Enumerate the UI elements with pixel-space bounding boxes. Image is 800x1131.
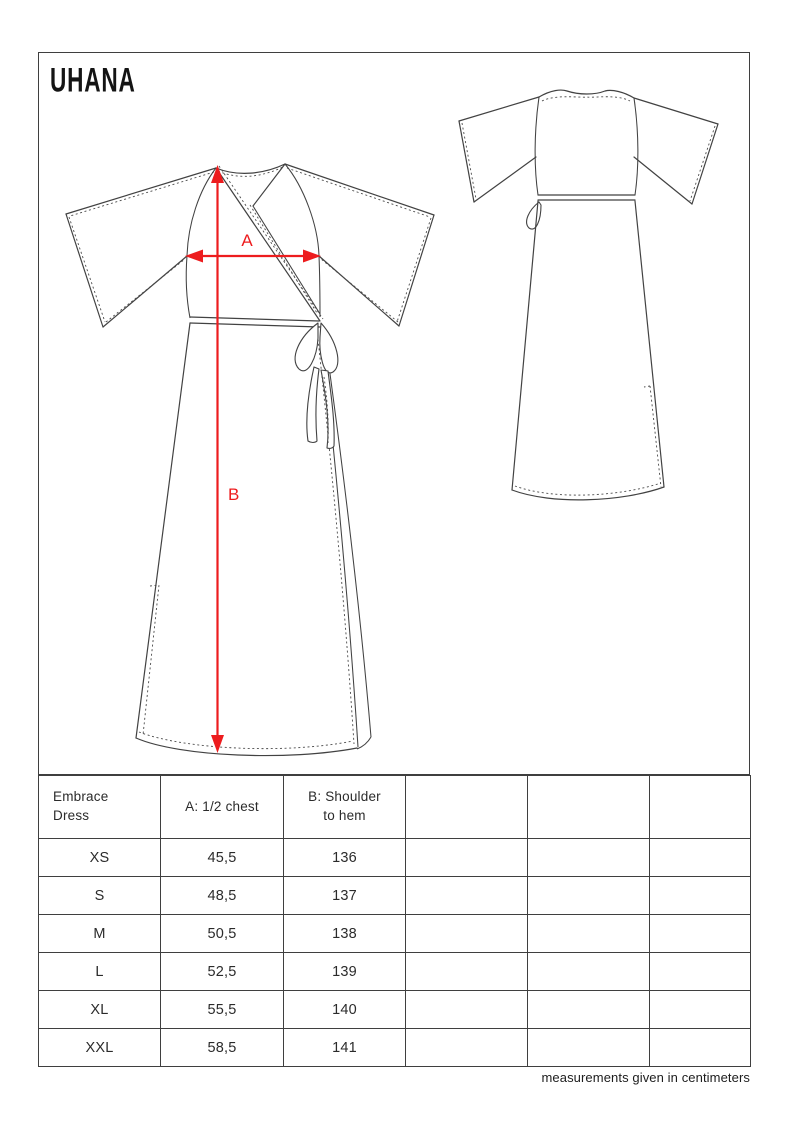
length-cell: 139	[284, 953, 406, 991]
back-left-sleeve-bottom	[474, 157, 536, 202]
front-left-sleeve-cuff	[66, 214, 103, 327]
back-skirt-right-edge	[635, 201, 664, 487]
empty-cell	[528, 877, 650, 915]
back-neckline	[539, 90, 634, 98]
empty-cell	[406, 991, 528, 1029]
empty-header-cell	[406, 776, 528, 839]
technical-drawing	[38, 52, 750, 775]
size-cell: XXL	[39, 1029, 161, 1067]
empty-cell	[528, 1029, 650, 1067]
back-left-sleeve-cuff	[459, 121, 474, 202]
length-cell: 138	[284, 915, 406, 953]
back-right-sleeve-cuff	[692, 124, 718, 204]
front-left-sleeve-bottom	[103, 256, 187, 327]
brand-logo: UHANA	[50, 62, 136, 100]
measure-arrow-a	[185, 231, 321, 263]
back-right-sleeve-bottom	[634, 157, 692, 204]
measure-arrow-b	[211, 165, 239, 753]
front-skirt-left-edge	[136, 323, 190, 738]
front-right-sleeve-top	[285, 164, 434, 215]
table-row	[39, 1029, 751, 1067]
front-underwrap-edge	[253, 206, 320, 314]
product-name-cell: Embrace Dress	[39, 776, 161, 839]
size-cell: XS	[39, 839, 161, 877]
length-cell: 140	[284, 991, 406, 1029]
empty-cell	[406, 839, 528, 877]
empty-cell	[650, 953, 751, 991]
front-hem	[136, 738, 357, 756]
back-left-side-seam	[535, 97, 539, 195]
empty-cell	[406, 915, 528, 953]
back-hem	[512, 487, 664, 500]
front-left-slit	[143, 585, 159, 735]
back-left-sleeve-top	[459, 97, 539, 121]
empty-cell	[406, 1029, 528, 1067]
col-header-b: B: Shoulder to hem	[284, 776, 406, 839]
empty-cell	[650, 839, 751, 877]
front-right-sleeve-bottom	[319, 256, 399, 326]
table-row	[39, 915, 751, 953]
front-left-armhole	[187, 168, 216, 256]
col-header-a: A: 1/2 chest	[161, 776, 284, 839]
empty-header-cell	[528, 776, 650, 839]
empty-cell	[650, 915, 751, 953]
empty-cell	[406, 953, 528, 991]
chest-cell: 50,5	[161, 915, 284, 953]
dress-front-view	[66, 164, 434, 756]
arrow-head-down-icon	[211, 735, 224, 753]
arrow-head-up-icon	[211, 165, 224, 183]
front-wrap-edge	[216, 168, 320, 321]
empty-cell	[528, 915, 650, 953]
table-row	[39, 991, 751, 1029]
chest-cell: 55,5	[161, 991, 284, 1029]
front-left-side-seam	[186, 256, 190, 318]
size-cell: S	[39, 877, 161, 915]
table-header-row	[39, 776, 751, 839]
size-cell: L	[39, 953, 161, 991]
back-skirt-left-edge	[512, 201, 538, 490]
size-cell: XL	[39, 991, 161, 1029]
measure-label-a: A	[241, 231, 253, 250]
table-row	[39, 953, 751, 991]
empty-cell	[528, 953, 650, 991]
front-waist-seam	[190, 317, 319, 321]
back-right-sleeve-top	[634, 98, 718, 124]
empty-cell	[650, 991, 751, 1029]
front-right-side-seam	[319, 256, 320, 317]
units-note: measurements given in centimeters	[541, 1070, 750, 1085]
chest-cell: 52,5	[161, 953, 284, 991]
size-chart-table	[38, 775, 751, 1067]
front-left-sleeve-top	[66, 168, 216, 214]
empty-cell	[528, 839, 650, 877]
front-right-armhole	[285, 164, 319, 256]
length-cell: 137	[284, 877, 406, 915]
chest-cell: 48,5	[161, 877, 284, 915]
empty-cell	[650, 1029, 751, 1067]
length-cell: 141	[284, 1029, 406, 1067]
front-neckline	[216, 164, 285, 173]
table-row	[39, 877, 751, 915]
empty-cell	[406, 877, 528, 915]
table-row	[39, 839, 751, 877]
dress-back-view	[459, 90, 718, 500]
measure-label-b: B	[228, 485, 240, 504]
front-right-sleeve-cuff	[399, 215, 434, 326]
empty-header-cell	[650, 776, 751, 839]
chest-cell: 58,5	[161, 1029, 284, 1067]
back-tie-loop	[527, 202, 541, 229]
length-cell: 136	[284, 839, 406, 877]
empty-cell	[528, 991, 650, 1029]
size-cell: M	[39, 915, 161, 953]
chest-cell: 45,5	[161, 839, 284, 877]
back-right-side-seam	[634, 98, 638, 195]
empty-cell	[650, 877, 751, 915]
